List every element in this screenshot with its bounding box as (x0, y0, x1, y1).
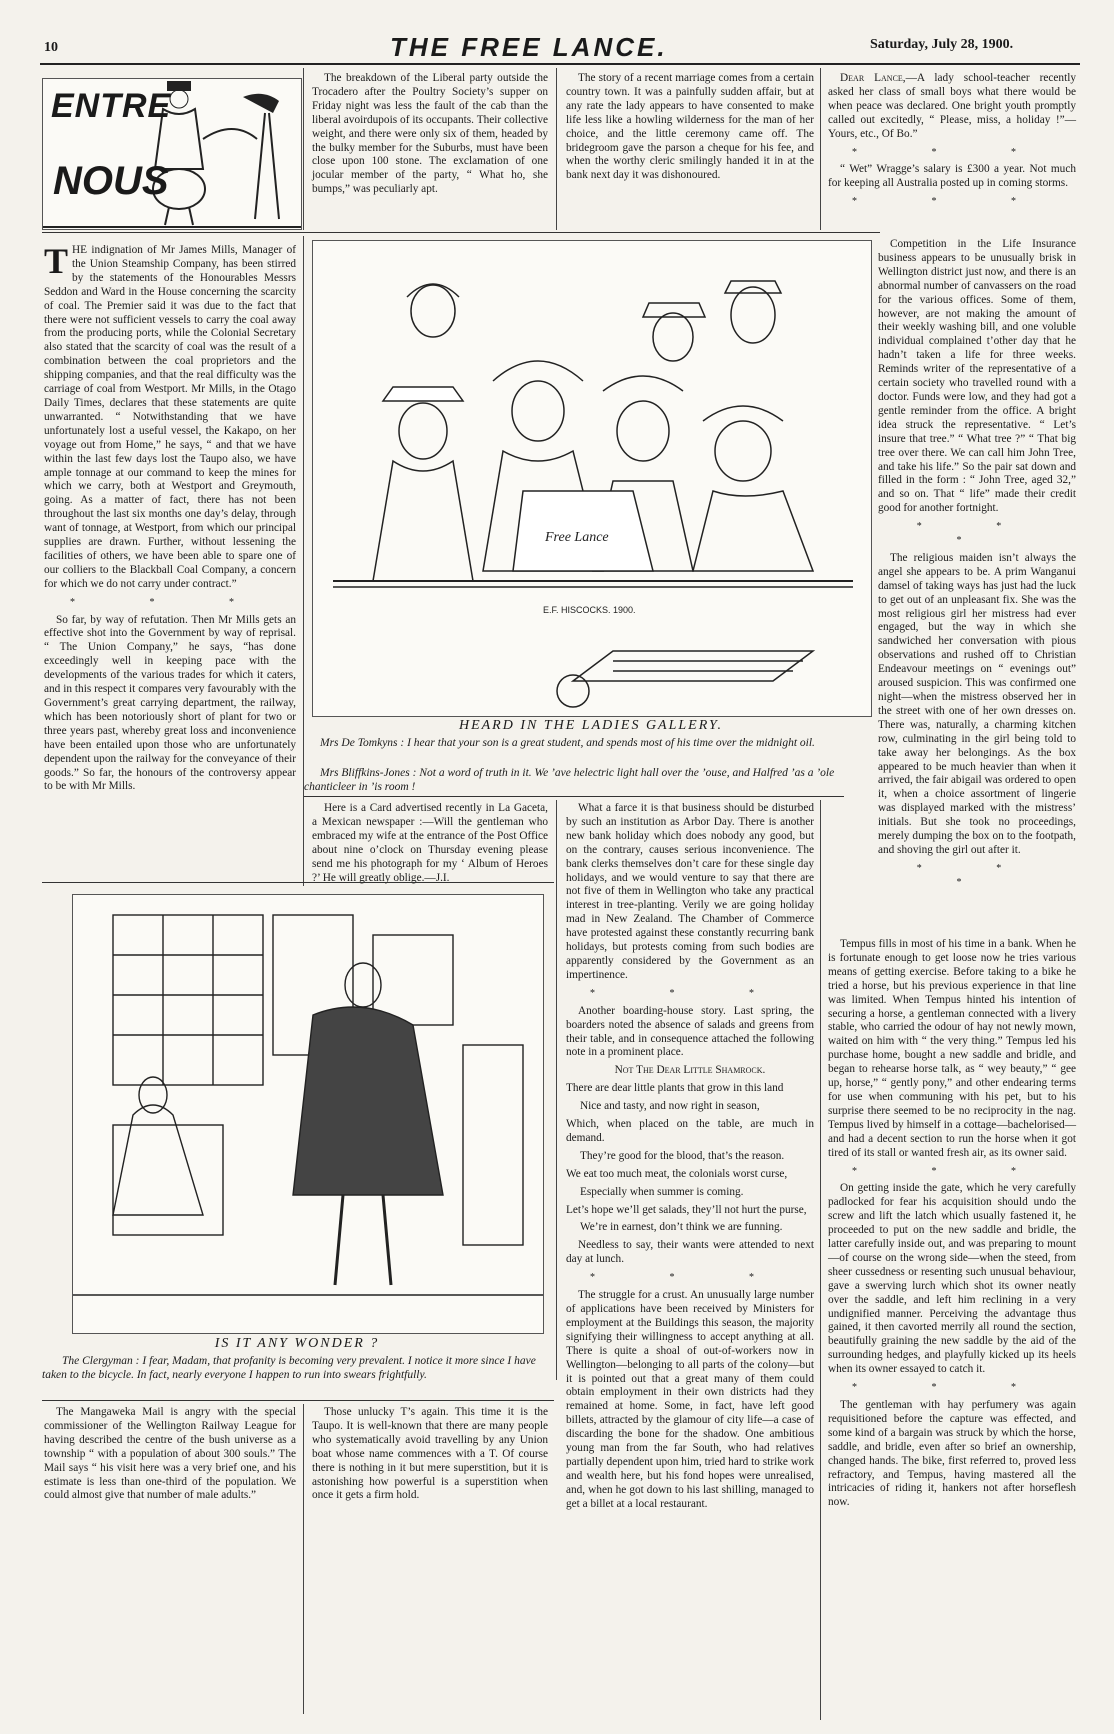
page-number: 10 (44, 40, 58, 55)
poem-line: They’re good for the blood, that’s the reason. (580, 1149, 785, 1162)
article-liberal-party (312, 72, 548, 201)
poem-line: Especially when summer is coming. (580, 1185, 744, 1198)
article-text: Tempus fills in most of his time in a bank. When he is fortunate enough to get loose now he tries various means of getting exercise. Before taking to a bike he tried a horse, but his previous experience in that line was limited. When Tempus hinted his intention of securing a horse, a gentleman connected with a livery stable, who carried the odour of hay not newly mown, waited on him with “ the very thing.” Tempus led his purchase home, bought a new saddle and bridle, and began to rehearse horse talk, as “ wey beauty,” “ gee up, horse,” “ gently pony,” and other endearing terms for use when communing with his pet, but to his surprise there seemed to be no reciprocity in the nag. Tempus lived by himself in a cottage—bachelorised—and had a decent section to run the horse when it got tired of its stall or wanted fresh air, as its owner said. (828, 938, 1076, 1159)
article-text: What a farce it is that business should be disturbed by such an institution as Arbor Day. There is another new bank holiday which does nobody any good, but on the contrary, causes serious inconvenience. The bank clerks themselves don’t care for these single day holidays, and we would venture to say that there are not five of them in Wellington who take any practical interest in tree-planting. Verily we are going holiday mad in New Zealand. The Chamber of Commerce have protested against these constantly recurring bank holidays, but protests coming from such bodies are apparently considered by the Government as an impertinence. (566, 802, 814, 981)
separator-stars: * * * (852, 1382, 1052, 1394)
article-insurance-and-maiden (878, 238, 1076, 894)
article-marriage (566, 72, 814, 187)
poem-line: We’re in earnest, don’t think we are funning. (580, 1221, 783, 1234)
column-rule (820, 800, 821, 1720)
article-school-teacher (828, 72, 1076, 213)
section-rule (42, 882, 554, 883)
logo-title-bottom: NOUS (53, 159, 169, 203)
article-text: The story of a recent marriage comes from a certain country town. It was a painfully sudden affair, but at any rate the lady appears to have consented to make life less like a howling wilderness for the man of her choice, and the little ceremony came off. The bridegroom gave the parson a cheque for his fee, and when the worthy cleric smilingly handed it in at the bank next day it was dishonoured. (566, 72, 814, 182)
article-mexican-card (312, 802, 548, 889)
poem-line: Nice and tasty, and now right in season, (580, 1100, 760, 1113)
section-rule (42, 232, 880, 233)
entre-nous-logo (42, 78, 302, 230)
ladies-gallery-caption-title: HEARD IN THE LADIES GALLERY. (458, 718, 724, 733)
separator-stars: * * * (852, 196, 1052, 208)
poem-line: Which, when placed on the table, are much in demand. (566, 1118, 814, 1144)
clergyman-caption-title: IS IT ANY WONDER ? (214, 1336, 380, 1351)
issue-date: Saturday, July 28, 1900. (870, 37, 1014, 52)
logo-title-top: ENTRE (51, 87, 172, 125)
article-text: Here is a Card advertised recently in La Gaceta, a Mexican newspaper :—Will the gentleman who embraced my wife at the entrance of the Post Office about nine o’clock on Thursday evening please send me his photograph for my ‘ Album of Heroes ?’ He will greatly oblige.—J.I. (312, 802, 548, 884)
article-tempus (828, 938, 1076, 1514)
drop-cap: T (44, 241, 69, 281)
column-rule (303, 68, 304, 230)
separator-stars: * * * (590, 1272, 790, 1284)
artist-signature: E.F. HISCOCKS. 1900. (543, 605, 636, 615)
section-rule (304, 796, 844, 797)
separator-stars: * * * (852, 1165, 1052, 1177)
separator-stars: * * * (852, 146, 1052, 158)
newspaper-masthead: Free Lance (545, 530, 609, 545)
article-unlucky-ts (312, 1406, 548, 1507)
article-text: The religious maiden isn’t always the angel she appears to be. A prim Wanganui damsel of taking ways has just had the luck to get out of an unpleasant fix. She was the most religious girl her mistress had ever engaged, but the way in which she sandwiched her conversation with pious observations and rushed off to Christian Endeavour meetings on “ evenings out” aroused suspicion. This was confirmed one night—when the mistress observed her in the street with one of her own dresses on. There was, naturally, a charming kitchen row, culminating in the girl being told to take away her belongings. As the box appeared to be much heavier than when it arrived, the fair abigail was ordered to open it, when a choice assortment of lingerie was displayed marked with the mistress’ initials. But she took no proceedings, merely dumping the box on to the footpath, and shoving the girl out after it. (878, 551, 1076, 856)
article-text: Those unlucky T’s again. This time it is the Taupo. It is well-known that there are many people who systematically avoid travelling by any Union boat whose name commences with a T. Of course there is nothing in it but mere superstition, but it is astonishing how powerful is a superstition when once it gets a firm hold. (312, 1406, 548, 1502)
article-mangaweka (44, 1406, 296, 1507)
header-rule (40, 63, 1080, 65)
article-text (828, 72, 1076, 142)
separator-stars: * * * (590, 987, 790, 999)
article-text: “ Wet” Wragge’s salary is £300 a year. Not much for keeping all Australia posted up in coming storms. (828, 163, 1076, 190)
article-body: HE indignation of Mr James Mills, Manager of the Union Steamship Company, has been stirred by the statements of the Honourables Messrs Seddon and Ward in the House concerning the scarcity of coal. The Premier said it was due to the fact that there were not sufficient vessels to carry the coal away from the producing ports, while the Colonial Secretary also stated that the scarcity of coal was the result of a combination between the coal proprietors and the shipping companies, and that the real difficulty was the carriage of coal from Westport. Mr Mills, in the Otago Daily Times, declares that these statements are quite unwarranted. “ Notwithstanding that we have unfortunately lost a useful vessel, the Kakapo, on her voyage out from Home,” he says, “ and that we have within the last few days lost the Taupo also, we have ample tonnage at our command to keep the mines for which we carry, both at Westport and Greymouth, going. As a matter of fact, there has not been throughout the last six months one day’s delay, through want of tonnage, at Westport, from which our principal supplies are drawn. Further, without lessening the facilities of others, we have been able to spare one of our colliers to the Blackball Coal Company, a concern for which we do not carry under contract.” (44, 244, 296, 590)
separator-stars: * * * (70, 596, 270, 608)
poem-line: There are dear little plants that grow in this land (566, 1082, 784, 1095)
article-text: The struggle for a crust. An unusually large number of applications have been received by Ministers for employment at the Buildings this season, the majority signifying their willingness to accept anything at all. There is quite a shoal of out-of-workers now in Wellington—belonging to all parts of the colony—but it is pointed out that a great many of them could obtain employment in their own districts had they remained at home. Some, in fact, have left good billets, attracted by the glamour of city life—a case of discarding the bone for the shadow. One ambitious young man from the far South, who had relatives partially dependent upon him, tried hard to strike work and wealth here, but his fond hopes were unrealised, and, when he got down to his last shilling, managed to get a billet at a local restaurant. (566, 1289, 814, 1510)
letter-salutation: Dear Lance, (840, 72, 906, 84)
column-rule (556, 800, 557, 1380)
article-coal-scarcity (44, 241, 296, 798)
ladies-gallery-caption-line2: Mrs Bliffkins-Jones : Not a word of truth in it. We ’ave helectric light hall over the ’ouse, and Halfred ’as a ’ole chanticleer in ’is room ! (304, 767, 835, 793)
article-text: The gentleman with hay perfumery was again requisitioned before the capture was effected, and some kind of a bargain was struck by which the horse, saddle, and bridle, even after so brief an ownership, changed hands. The bike, first referred to, proved less refractory, and Tempus, having mastered all the intricacies of riding it, hankers not after horseflesh now. (828, 1399, 1076, 1509)
article-text: Needless to say, their wants were attended to next day at lunch. (566, 1239, 814, 1266)
masthead: THE FREE LANCE. (390, 32, 668, 62)
clergyman-caption: The Clergyman : I fear, Madam, that profanity is becoming very prevalent. I notice it more since I have taken to the bicycle. In fact, nearly everyone I happen to run into swears frightfully. (42, 1355, 536, 1381)
ladies-gallery-illustration (312, 240, 872, 717)
column-rule (820, 68, 821, 230)
column-rule (556, 68, 557, 230)
article-text (44, 241, 296, 592)
article-text: Competition in the Life Insurance business appears to be unusually brisk in Wellington district just now, and there is an abnormal number of canvassers on the road for the various offices. Some of them, however, are not making the amount of their weekly washing bill, and one voluble individual complained t’other day that he hadn’t taken a life for three weeks. Reminds writer of the representative of a certain society who travelled round with a doctor. Funds were low, and they had got a gentle reminder from the office. A bright idea struck the representative. “ Let’s insure that tree.” “ What tree ?” “ That big tree over there. We can call him John Tree, and take his life.” So the pair sat down and filled in the form : “ John Tree, aged 32,” and so on. That “ life” made their credit good for another fortnight. (878, 238, 1076, 515)
article-text: On getting inside the gate, which he very carefully padlocked for fear his acquisition should undo the screw and lift the latch which usually fastened it, he proceeded to put on the new saddle and bridle, the latter carefully inside out, and was preparing to mount—of course on the wrong side—when the steed, from sheer cussedness or resenting such unusual behaviour, gave a swerving lurch which shot its owner neatly over the saddle, and left him reclining in a very undignified manner. Perceiving the advantage thus gained, it then cavorted merrily all round the section, beautifully graining the new saddle by the aid of the surrounding hedges, and playfully kicked up its heels when its owner essayed to catch it. (828, 1182, 1076, 1376)
clergyman-illustration (72, 894, 544, 1334)
article-text: The breakdown of the Liberal party outside the Trocadero after the Poultry Society’s supper on Friday night was less the fault of the cab than the liberal avoirdupois of its occupants. Their collective weight, and there were only six of them, headed by the bulky member for the Suburbs, must have been close upon 100 stone. The exclamation of one jocular member of the party, “ What ho, she bumps,” was peculiarly apt. (312, 72, 548, 196)
separator-stars: * * * (916, 521, 1038, 547)
poem-title: Not The Dear Little Shamrock. (614, 1064, 766, 1077)
letter-body: —A lady school-teacher recently asked her class of small boys what there would be when peace was declared. One bright youth promptly called out excitedly, “ Please, miss, a holiday !”— Yours, etc., Of Bo.” (828, 72, 1076, 140)
article-text: Another boarding-house story. Last spring, the boarders noted the absence of salads and greens from their table, and in consequence attached the following note in a prominent place. (566, 1004, 814, 1059)
article-text: The Mangaweka Mail is angry with the special commissioner of the Wellington Railway League for having described the centre of the bush universe as a township “ with a population of about 300 souls.” The Mail says “ his visit here was a very brief one, and his estimate is less than one-third of the population. We could almost give that number of male adults.” (44, 1406, 296, 1502)
section-rule (42, 1400, 554, 1401)
article-arbor-day (566, 802, 814, 1516)
article-text: So far, by way of refutation. Then Mr Mills gets an effective shot into the Government by way of reprisal. “ The Union Company,” he says, “has done exceedingly well in keeping pace with the developments of the various trades for which it caters, and in this respect it compares very favourably with the Government’s great carrying department, the railway, which has been notoriously short of plant for two or three years past, whereby great loss and inconvenience have been entailed upon those who are unfortunately dependent upon the railway for the conveyance of their goods.” So far, the honours of the controversy appear to be with Mr Mills. (44, 613, 296, 793)
ladies-gallery-drawing (313, 241, 871, 716)
column-rule (303, 1404, 304, 1714)
poem-line: We eat too much meat, the colonials worst curse, (566, 1167, 788, 1180)
clergyman-drawing (73, 895, 543, 1333)
ladies-gallery-caption-line1: Mrs De Tomkyns : I hear that your son is a great student, and spends most of his time over the midnight oil. (320, 737, 815, 749)
poem-line: Let’s hope we’ll get salads, they’ll not hurt the purse, (566, 1203, 807, 1216)
separator-stars: * * * (916, 862, 1038, 888)
